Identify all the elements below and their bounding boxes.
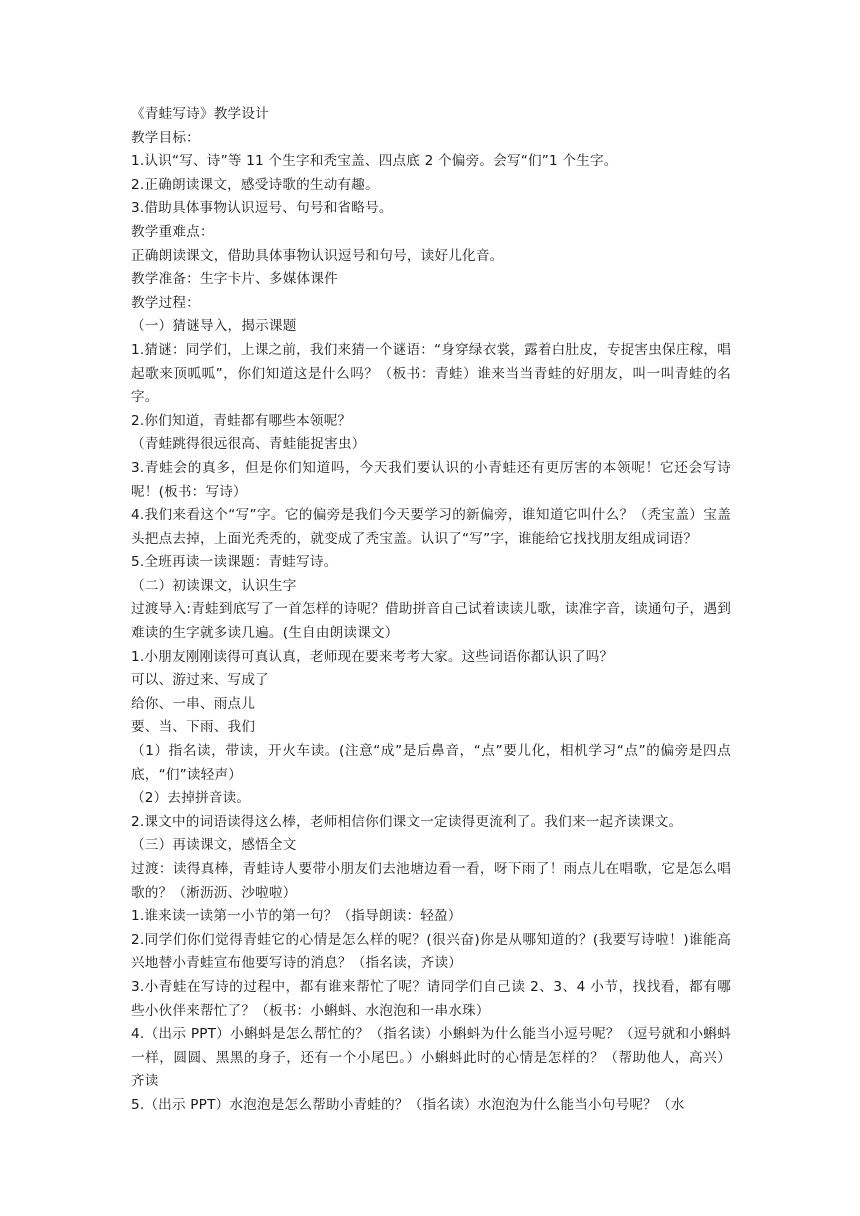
paragraph: 教学过程： bbox=[131, 294, 200, 311]
paragraph: （青蛙跳得很远很高、青蛙能捉害虫） bbox=[131, 436, 366, 453]
paragraph: 5.（出示 PPT）水泡泡是怎么帮助小青蛙的？（指名读）水泡泡为什么能当小句号呢？（水 bbox=[131, 1096, 685, 1113]
paragraph: 教学目标： bbox=[131, 129, 200, 146]
document-title: 《青蛙写诗》教学设计 bbox=[131, 106, 269, 122]
paragraph: 2.你们知道，青蛙都有哪些本领呢？ bbox=[131, 412, 352, 429]
paragraph: （1）指名读，带读，开火车读。(注意“成”是后鼻音，“点”要儿化，相机学习“点”的偏旁是四点底，“们”读轻声） bbox=[131, 743, 731, 783]
paragraph: 1.小朋友刚刚读得可真认真，老师现在要来考考大家。这些词语你都认识了吗？ bbox=[131, 648, 614, 665]
word-list-line: 要、当、下雨、我们 bbox=[131, 719, 256, 736]
paragraph: 3.借助具体事物认识逗号、句号和省略号。 bbox=[131, 200, 393, 217]
section-heading: （一）猜谜导入，揭示课题 bbox=[131, 318, 297, 335]
paragraph: 4.我们来看这个“写”字。它的偏旁是我们今天要学习的新偏旁，谁知道它叫什么？（秃宝盖）宝盖头把点去掉，上面光秃秃的，就变成了秃宝盖。认识了“写”字，谁能给它找找朋友组成词语？ bbox=[131, 507, 731, 547]
paragraph: 3.小青蛙在写诗的过程中，都有谁来帮忙了呢？请同学们自己读 2、3、4 小节，找找看，都有哪些小伙伴来帮忙了？（板书：小蝌蚪、水泡泡和一串水珠） bbox=[131, 978, 731, 1019]
paragraph: 5.全班再读一读课题：青蛙写诗。 bbox=[131, 554, 338, 571]
section-heading: （二）初读课文，认识生字 bbox=[131, 577, 297, 594]
paragraph: 4.（出示 PPT）小蝌蚪是怎么帮忙的？（指名读）小蝌蚪为什么能当小逗号呢？（逗号就和小蝌蚪一样，圆圆、黑黑的身子，还有一个小尾巴。）小蝌蚪此时的心情是怎样的？（帮助他人，高兴）齐读 bbox=[131, 1026, 731, 1090]
document-body bbox=[131, 103, 731, 1118]
paragraph: 1.猜谜：同学们，上课之前，我们来猜一个谜语：“身穿绿衣裳，露着白肚皮，专捉害虫保庄稼，唱起歌来顶呱呱”，你们知道这是什么吗？（板书：青蛙）谁来当当青蛙的好朋友，叫一叫青蛙的名字。 bbox=[131, 341, 731, 406]
paragraph: 2.课文中的词语读得这么棒，老师相信你们课文一定读得更流利了。我们来一起齐读课文。 bbox=[131, 813, 683, 830]
paragraph: 1.认识“写、诗”等 11 个生字和秃宝盖、四点底 2 个偏旁。会写“们”1 个生字。 bbox=[131, 153, 618, 170]
paragraph: （2）去掉拼音读。 bbox=[131, 790, 251, 807]
paragraph: 1.谁来读一读第一小节的第一句？（指导朗读：轻盈） bbox=[131, 908, 462, 925]
word-list-line: 给你、一串、雨点儿 bbox=[131, 695, 256, 712]
paragraph: 教学重难点： bbox=[131, 223, 214, 240]
paragraph: 3.青蛙会的真多，但是你们知道吗，今天我们要认识的小青蛙还有更厉害的本领呢！它还会写诗呢！(板书：写诗） bbox=[131, 459, 731, 500]
paragraph: 教学准备：生字卡片、多媒体课件 bbox=[131, 271, 338, 288]
section-heading: （三）再读课文，感悟全文 bbox=[131, 837, 297, 854]
paragraph: 2.同学们你们觉得青蛙它的心情是怎么样的呢？(很兴奋)你是从哪知道的？(我要写诗啦！)谁能高兴地替小青蛙宣布他要写诗的消息？（指名读，齐读） bbox=[131, 931, 731, 972]
word-list-line: 可以、游过来、写成了 bbox=[131, 672, 269, 689]
paragraph: 正确朗读课文，借助具体事物认识逗号和句号，读好儿化音。 bbox=[131, 247, 504, 264]
paragraph: 过渡：读得真棒，青蛙诗人要带小朋友们去池塘边看一看，呀下雨了！雨点儿在唱歌，它是怎么唱歌的？（淅沥沥、沙啦啦） bbox=[131, 861, 731, 901]
paragraph: 2.正确朗读课文，感受诗歌的生动有趣。 bbox=[131, 176, 379, 193]
paragraph: 过渡导入:青蛙到底写了一首怎样的诗呢？借助拼音自己试着读读儿歌，读准字音，读通句子，遇到难读的生字就多读几遍。(生自由朗读课文） bbox=[131, 601, 731, 642]
